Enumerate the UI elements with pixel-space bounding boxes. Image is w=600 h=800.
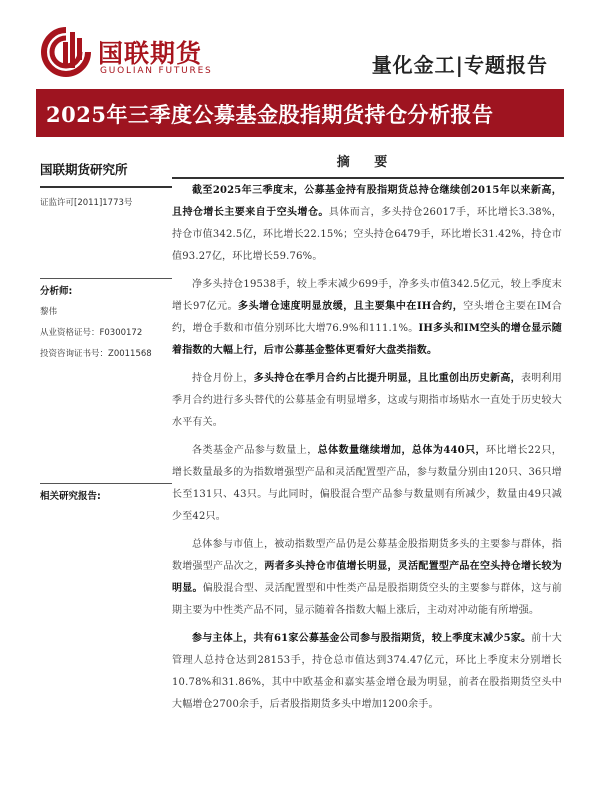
abstract-paragraph [172,274,562,362]
abstract-paragraph [172,440,562,528]
paragraph-text: 总体参与市值上，被动指数型产品仍是公募基金股指期货多头的主要参与群体，指数增强型产品次之， [172,539,562,572]
report-type-label: 量化金工|专题报告 [371,53,548,77]
paragraph-highlight: IH多头和IM空头的增仓显示随着指数的大幅上行，后市公募基金整体更看好大盘类指数。 [172,323,563,356]
analyst-name: 黎伟 [40,307,58,317]
paragraph-text: 空头增仓主要在IM合约，增仓手数和市值分别环比大增76.9%和111.1%。 [172,301,563,334]
investment-cert: 投资咨询证书号：Z0011568 [40,349,152,359]
analyst-label: 分析师: [40,286,73,297]
logo-mark-icon [40,26,92,78]
abstract-paragraph [172,534,562,622]
paragraph-text: 具体而言，多头持仓26017手，环比增长3.38%，持仓市值342.5亿，环比增长22.15%；空头持仓6479手，环比增长31.42%，持仓市值93.27亿，环比增长59.76%。 [172,207,563,262]
abstract-paragraph [172,368,562,434]
paragraph-highlight: 多头增仓速度明显放缓，且主要集中在IH合约， [238,301,464,312]
paragraph-text: 偏股混合型、灵活配置型和中性类产品是股指期货空头的主要参与群体，这与前期主要为中性类产品不同，显示随着各指数大幅上涨后，主动对冲动能有所增强。 [172,583,562,616]
paragraph-text: 各类基金产品参与数量上， [192,445,318,456]
paragraph-highlight: 总体数量继续增加，总体为440只， [317,445,487,456]
sidebar [40,160,170,502]
logo-en-text: GUOLIAN FUTURES [100,66,213,76]
paragraph-text: 前十大管理人总持仓达到28153手，持仓总市值达到374.47亿元，环比上季度末分别增长10.78%和31.86%，其中中欧基金和嘉实基金增仓最为明显，前者在股指期货空头中大幅增仓2700余手，后者股指期货多头中增加1200余手。 [172,633,562,710]
abstract-heading: 摘 要 [336,155,398,170]
company-logo [40,22,230,82]
paragraph-text: 环比增长22只，增长数量最多的为指数增强型产品和灵活配置型产品，参与数量分别由120只、36只增长至131只、43只。与此同时，偏股混合型产品参与数量则有所减少，数量由49只减少至42只。 [172,445,562,522]
institute-name: 国联期货研究所 [40,162,128,177]
sidebar-divider [40,278,172,279]
paragraph-text: 净多头持仓19538手，较上季末减少699手，净多头市值342.5亿元，较上季度末增长97亿元。 [172,279,562,312]
abstract-paragraph [172,628,562,716]
paragraph-text: 持仓月份上， [192,373,254,384]
report-title: 2025年三季度公募基金股指期货持仓分析报告 [46,102,494,127]
paragraph-highlight: 参与主体上，共有61家公募基金公司参与股指期货，较上季度末减少5家。 [192,633,532,644]
license-number: 证监许可[2011]1773号 [40,198,133,208]
paragraph-highlight: 两者多头持仓市值增长明显，灵活配置型产品在空头持仓增长较为明显。 [172,561,562,594]
abstract-section [172,150,562,722]
paragraph-highlight: 多头持仓在季月合约占比提升明显，且比重创出历史新高， [253,373,521,384]
related-reports-label: 相关研究报告: [40,491,101,502]
sidebar-divider [40,483,172,484]
paragraph-highlight: 截至2025年三季度末，公募基金持有股指期货总持仓继续创2015年以来新高，且持仓增长主要来自于空头增仓。 [172,185,562,218]
title-banner [36,89,564,137]
paragraph-text: 表明利用季月合约进行多头替代的公募基金有明显增多，这或与期指市场贴水一直处于历史较大水平有关。 [172,373,562,428]
abstract-paragraph [172,180,562,268]
qualification-cert: 从业资格证号：F0300172 [40,328,143,338]
logo-cn-text: 国联期货 [98,39,203,68]
sidebar-divider [40,186,172,188]
